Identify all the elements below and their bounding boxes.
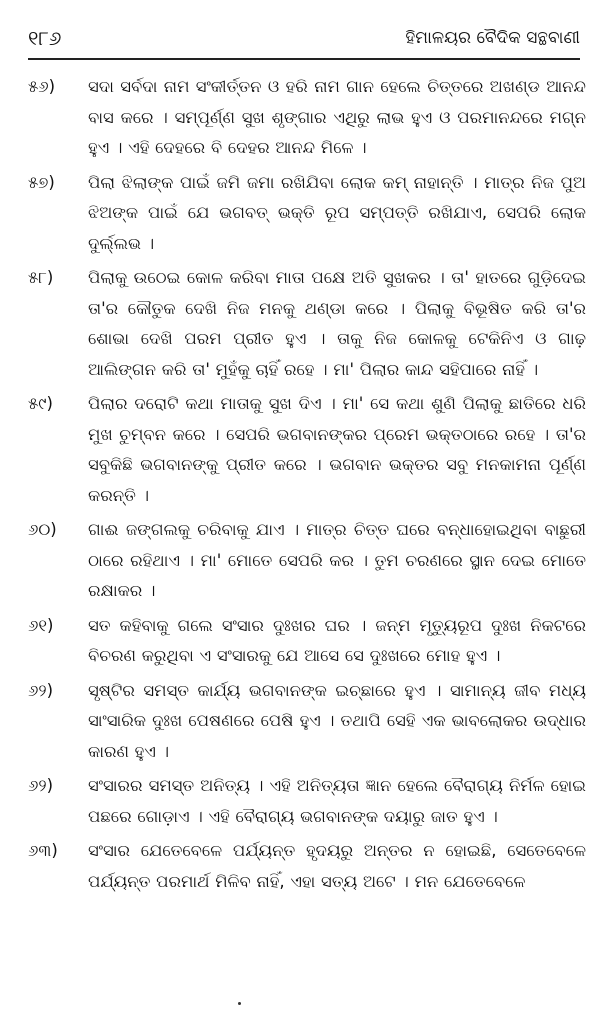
verse-number: ୬୧) — [28, 615, 54, 635]
verse — [28, 676, 586, 768]
header-divider — [28, 58, 580, 60]
page-mark — [238, 1002, 241, 1005]
verse — [28, 263, 586, 385]
verse-text: ସଂସାରର ସମସ୍ତ ଅନିତ୍ୟ । ଏହି ଅନିତ୍ୟତା ଜ୍ଞାନ ହେଲେ ବୈରାଗ୍ୟ ନିର୍ମଳ ହୋଇ ପଛରେ ଗୋଡ଼ାଏ । ଏହି ବୈରାଗ୍ୟ ଭଗବାନଙ୍କ ଦୟାରୁ ଜାତ ହୁଏ । — [88, 776, 586, 826]
page-number: ୧୮୬ — [28, 26, 62, 50]
verse-text: ସତ କହିବାକୁ ଗଲେ ସଂସାର ଦୁଃଖର ଘର । ଜନ୍ମ ମୃତ୍ୟୁରୂପ ଦୁଃଖ ନିକଟରେ ବିଚରଣ କରୁଥିବା ଏ ସଂସାରକୁ ଯେ ଆସେ ସେ ଦୁଃଖରେ ମୋହ ହୁଏ । — [88, 615, 586, 665]
verse — [28, 72, 586, 164]
verse — [28, 389, 586, 511]
verse-text: ସୃଷ୍ଟିର ସମସ୍ତ କାର୍ଯ୍ୟ ଭଗବାନଙ୍କ ଇଚ୍ଛାରେ ହୁଏ । ସାମାନ୍ୟ ଜୀବ ମଧ୍ୟ ସାଂସାରିକ ଦୁଃଖ ପେଷଣରେ ପେଷି ହୁଏ । ତଥାପି ସେହି ଏକ ଭାବଲୋକର ଉଦ୍ଧାର କାରଣ ହୁଏ । — [88, 680, 586, 761]
verse-text: ପିଲା ଝିଲାଙ୍କ ପାଇଁ ଜମି ଜମା ରଖିଯିବା ଲୋକ କମ୍ ନାହାନ୍ତି । ମାତ୍ର ନିଜ ପୁଅ ଝିଅଙ୍କ ପାଇଁ ଯେ ଭଗବତ୍ ଭକ୍ତି ରୂପ ସମ୍ପତ୍ତି ରଖିଯାଏ, ସେପରି ଲୋକ ଦୁର୍ଲ୍ଲଭ । — [88, 172, 586, 253]
page-body — [28, 72, 586, 901]
verse — [28, 168, 586, 260]
verse — [28, 611, 586, 672]
verse-text: ପିଲାକୁ ଉଠେଇ କୋଳ କରିବା ମାତା ପକ୍ଷେ ଅତି ସୁଖକର । ତା' ହାତରେ ଗୁଡ଼ିଦେଇ ତା'ର କୌତୁକ ଦେଖି ନିଜ ମନକୁ ଥଣ୍ଡା କରେ । ପିଲାକୁ ବିଭୂଷିତ କରି ତା'ର ଶୋଭା ଦେଖି ପରମ ପ୍ରୀତ ହୁଏ । ତାକୁ ନିଜ କୋଳକୁ ଟେକିନିଏ ଓ ଗାଢ଼ ଆଲିଙ୍ଗନ କରି ତା' ମୁହଁକୁ ଚାହିଁ ରହେ । ମା' ପିଲାର କାନ୍ଦ ସହିପାରେ ନାହିଁ । — [88, 268, 586, 379]
verse-number: ୫୮) — [28, 268, 54, 287]
verse-number: ୬୩) — [28, 841, 58, 860]
verse-number: ୫୬) — [28, 77, 56, 96]
page-header — [28, 22, 580, 54]
verse-number: ୫୯) — [28, 394, 53, 413]
book-title: ହିମାଳୟର ବୈଦିକ ସନ୍ଥବାଣୀ — [405, 28, 580, 48]
verse — [28, 771, 586, 832]
verse-text: ସଂସାର ଯେତେବେଳେ ପର୍ଯ୍ୟନ୍ତ ହୃଦୟରୁ ଅନ୍ତର ନ ହୋଇଛି, ସେତେବେଳେ ପର୍ଯ୍ୟନ୍ତ ପରମାର୍ଥ ମିଳିବ ନାହିଁ, ଏହା ସତ୍ୟ ଅଟେ । ମନ ଯେତେବେଳେ — [88, 841, 586, 891]
verse-text: ସଦା ସର୍ବଦା ନାମ ସଂକୀର୍ତ୍ତନ ଓ ହରି ନାମ ଗାନ ହେଲେ ଚିତ୍ତରେ ଅଖଣ୍ଡ ଆନନ୍ଦ ବାସ କରେ । ସମ୍ପୂର୍ଣ୍ଣ ସୁଖ ଶୃଙ୍ଗାର ଏଥିରୁ ଲାଭ ହୁଏ ଓ ପରମାନନ୍ଦରେ ମଗ୍ନ ହୁଏ । ଏହି ଦେହରେ ବି ଦେହର ଆନନ୍ଦ ମିଳେ । — [88, 77, 586, 157]
verse — [28, 515, 586, 607]
verse-number: ୬୨) — [28, 680, 54, 700]
verse-number: ୫୭) — [28, 172, 55, 192]
verse-text: ଗାଈ ଜଙ୍ଗଲକୁ ଚରିବାକୁ ଯାଏ । ମାତ୍ର ଚିତ୍ତ ଘରେ ବନ୍ଧାହୋଇଥିବା ବାଛୁରୀ ଠାରେ ରହିଥାଏ । ମା' ମୋତେ ସେପରି କର । ତୁମ ଚରଣରେ ସ୍ଥାନ ଦେଇ ମୋତେ ରକ୍ଷାକର । — [88, 520, 586, 600]
verse-text: ପିଲାର ଦରୋଟି କଥା ମାତାକୁ ସୁଖ ଦିଏ । ମା' ସେ କଥା ଶୁଣି ପିଲାକୁ ଛାତିରେ ଧରି ମୁଖ ଚୁମ୍ବନ କରେ । ସେପରି ଭଗବାନଙ୍କର ପ୍ରେମ ଭକ୍ତଠାରେ ରହେ । ତା'ର ସବୁକିଛି ଭଗବାନଙ୍କୁ ପ୍ରୀତ କରେ । ଭଗବାନ ଭକ୍ତର ସବୁ ମନକାମନା ପୂର୍ଣ୍ଣ କରନ୍ତି । — [88, 394, 586, 505]
verse-number: ୬୨) — [28, 776, 54, 795]
verse-number: ୬୦) — [28, 520, 57, 539]
verse — [28, 836, 586, 897]
